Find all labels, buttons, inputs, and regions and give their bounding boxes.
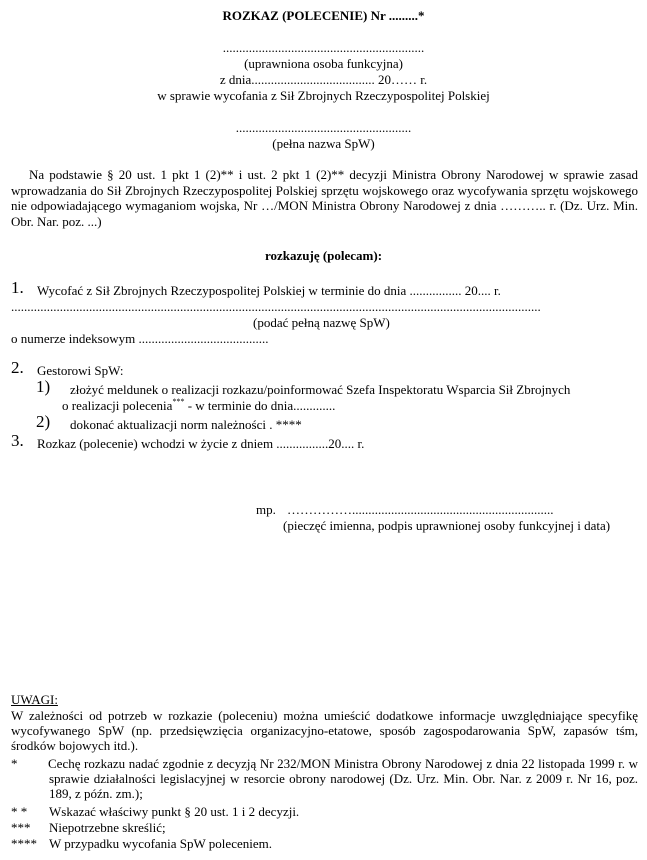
signature-caption: (pieczęć imienna, podpis uprawnionej osoby funkcyjnej i data) — [283, 518, 611, 533]
date-line: z dnia...................................... 20…… r. — [219, 72, 428, 87]
footnote-marker: *** — [172, 396, 185, 406]
equipment-name-dots-line: ...................................................... — [235, 120, 412, 135]
item-1-caption: (podać pełną nazwę SpW) — [253, 315, 390, 330]
item-1-dots-line: ................................................................................................................................................................... — [11, 299, 541, 314]
note-3-text: Niepotrzebne skreślić; — [49, 820, 166, 835]
item-2-sub-2-number: 2) — [36, 412, 51, 431]
issuer-dots-line: .............................................................. — [222, 40, 425, 55]
note-2-mark: * * — [11, 804, 28, 819]
subject-line: w sprawie wycofania z Sił Zbrojnych Rzeczypospolitej Polskiej — [157, 88, 490, 103]
note-2-text: Wskazać właściwy punkt § 20 ust. 1 i 2 decyzji. — [49, 804, 300, 819]
issuer-caption: (uprawniona osoba funkcyjna) — [244, 56, 403, 71]
item-2-sub-1-number: 1) — [36, 377, 51, 396]
notes-general-paragraph: W zależności od potrzeb w rozkazie (poleceniu) można umieścić dodatkowe informacje uwzględniające specyfikę wycofywanego SpW (np. przedsięwzięcia organizacyjno-etatowe, sposób zagospodarowania SpW, zapasów tśm, środków bojowych itd.). — [11, 708, 638, 753]
item-3-number: 3. — [11, 431, 24, 450]
item-2-sub-2-text: dokonać aktualizacji norm należności . **** — [70, 417, 302, 432]
signature-dots-line: …………….............................................................. — [287, 502, 554, 517]
note-3-mark: *** — [11, 820, 31, 835]
item-2-sub-1-text: złożyć meldunek o realizacji rozkazu/poinformować Szefa Inspektoratu Wsparcia Sił Zbrojnych — [70, 382, 571, 397]
notes-heading: UWAGI: — [11, 692, 58, 707]
item-2-sub-1-cont-b: - w terminie do dnia............. — [184, 398, 336, 413]
note-1-text: Cechę rozkazu nadać zgodnie z decyzją Nr 232/MON Ministra Obrony Narodowej z dnia 22 listopada 1999 r. w sprawie działalności legislacyjnej w resorcie obrony narodowej (Dz. Urz. Min. Obr. Nar. z 2009 r. Nr 16, poz. 189, z późn. zm.); — [48, 756, 638, 801]
equipment-name-caption: (pełna nazwa SpW) — [272, 136, 375, 151]
item-2-sub-1-cont-a: o realizacji polecenia — [62, 398, 173, 413]
item-1-index-line: o numerze indeksowym ........................................ — [11, 331, 269, 346]
item-1-text: Wycofać z Sił Zbrojnych Rzeczypospolitej Polskiej w terminie do dnia ................ 20.... r. — [37, 283, 501, 298]
item-2-sub-1-continuation — [62, 398, 335, 413]
note-1-mark: * — [11, 756, 18, 771]
note-4-text: W przypadku wycofania SpW poleceniem. — [49, 836, 272, 851]
item-3-text: Rozkaz (polecenie) wchodzi w życie z dniem ................20.... r. — [37, 436, 365, 451]
item-2-number: 2. — [11, 358, 24, 377]
item-1-number: 1. — [11, 278, 24, 297]
note-4-mark: **** — [11, 836, 37, 851]
order-heading: rozkazuję (polecam): — [264, 248, 383, 263]
seal-prefix: mp. — [256, 502, 276, 517]
document-title: ROZKAZ (POLECENIE) Nr .........* — [222, 8, 425, 23]
item-2-text: Gestorowi SpW: — [37, 363, 124, 378]
legal-basis-paragraph: Na podstawie § 20 ust. 1 pkt 1 (2)** i ust. 2 pkt 1 (2)** decyzji Ministra Obrony Narodowej w sprawie zasad wprowadzania do Sił Zbrojnych Rzeczypospolitej Polskiej sprzętu wojskowego oraz wycofywania sprzętu wojskowego nie odpowiadającego wymaganiom wojska, Nr …/MON Ministra Obrony Narodowej z dnia ……….. r. (Dz. Urz. Min. Obr. Nar. poz. ...) — [11, 167, 638, 229]
